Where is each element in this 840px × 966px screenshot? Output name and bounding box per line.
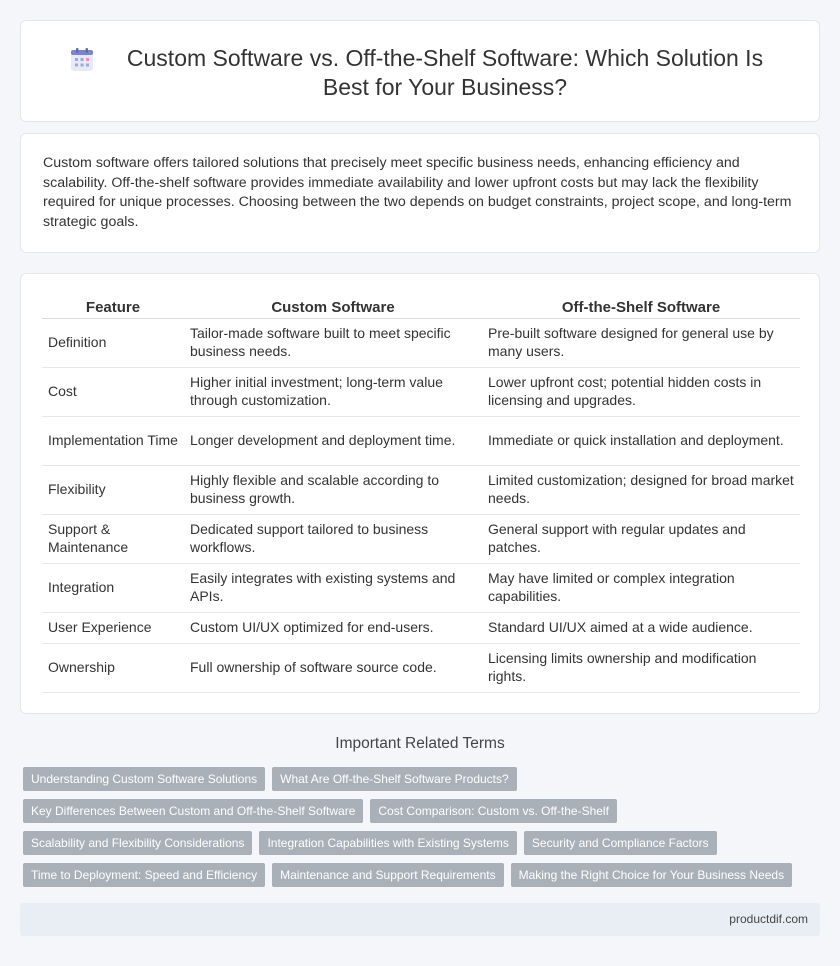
feature-cell: Flexibility xyxy=(42,465,184,514)
table-header-row xyxy=(42,296,800,318)
related-term-tag[interactable]: Maintenance and Support Requirements xyxy=(272,863,503,887)
custom-cell: Highly flexible and scalable according to business growth. xyxy=(184,465,482,514)
header-card xyxy=(20,20,820,122)
offshelf-cell: General support with regular updates and patches. xyxy=(482,514,800,563)
related-term-tag[interactable]: Making the Right Choice for Your Business Needs xyxy=(511,863,792,887)
tag-row xyxy=(23,863,823,887)
table-row xyxy=(42,318,800,367)
custom-cell: Dedicated support tailored to business workflows. xyxy=(184,514,482,563)
table-row xyxy=(42,612,800,643)
custom-cell: Easily integrates with existing systems and APIs. xyxy=(184,563,482,612)
table-row xyxy=(42,465,800,514)
related-term-tag[interactable]: Scalability and Flexibility Considerations xyxy=(23,831,252,855)
related-term-tag[interactable]: What Are Off-the-Shelf Software Products? xyxy=(272,767,517,791)
feature-cell: User Experience xyxy=(42,612,184,643)
related-term-tag[interactable]: Key Differences Between Custom and Off-the-Shelf Software xyxy=(23,799,363,823)
related-term-tag[interactable]: Time to Deployment: Speed and Efficiency xyxy=(23,863,265,887)
tag-row xyxy=(23,799,823,823)
table-row xyxy=(42,643,800,692)
summary-card xyxy=(20,133,820,253)
comparison-table-card xyxy=(20,273,820,714)
footer xyxy=(20,903,820,936)
related-term-tag[interactable]: Cost Comparison: Custom vs. Off-the-Shelf xyxy=(370,799,617,823)
feature-cell: Definition xyxy=(42,318,184,367)
custom-cell: Tailor-made software built to meet specific business needs. xyxy=(184,318,482,367)
header-offshelf: Off-the-Shelf Software xyxy=(482,296,800,318)
related-terms-tags xyxy=(23,767,823,895)
summary-text: Custom software offers tailored solutions that precisely meet specific business needs, enhancing efficiency and scalability. Off-the-shelf software provides immediate availability and lower upfront costs but may lack the flexibility required for unique processes. Choosing between the two depends on budget constraints, project scope, and long-term strategic goals. xyxy=(43,155,792,230)
feature-cell: Support & Maintenance xyxy=(42,514,184,563)
feature-cell: Implementation Time xyxy=(42,416,184,465)
related-term-tag[interactable]: Understanding Custom Software Solutions xyxy=(23,767,265,791)
table-row xyxy=(42,367,800,416)
offshelf-cell: Limited customization; designed for broad market needs. xyxy=(482,465,800,514)
offshelf-cell: May have limited or complex integration capabilities. xyxy=(482,563,800,612)
table-row xyxy=(42,416,800,465)
feature-cell: Cost xyxy=(42,367,184,416)
feature-cell: Ownership xyxy=(42,643,184,692)
custom-cell: Longer development and deployment time. xyxy=(184,416,482,465)
comparison-table xyxy=(42,296,800,693)
offshelf-cell: Pre-built software designed for general use by many users. xyxy=(482,318,800,367)
table-row xyxy=(42,563,800,612)
header-custom: Custom Software xyxy=(184,296,482,318)
page-title: Custom Software vs. Off-the-Shelf Software: Which Solution Is Best for Your Business? xyxy=(126,45,764,100)
tag-row xyxy=(23,831,823,855)
related-term-tag[interactable]: Security and Compliance Factors xyxy=(524,831,717,855)
header-feature: Feature xyxy=(42,296,184,318)
related-terms-title: Important Related Terms xyxy=(335,735,505,752)
tag-row xyxy=(23,767,823,791)
custom-cell: Custom UI/UX optimized for end-users. xyxy=(184,612,482,643)
offshelf-cell: Standard UI/UX aimed at a wide audience. xyxy=(482,612,800,643)
custom-cell: Full ownership of software source code. xyxy=(184,643,482,692)
custom-cell: Higher initial investment; long-term value through customization. xyxy=(184,367,482,416)
offshelf-cell: Immediate or quick installation and deployment. xyxy=(482,416,800,465)
feature-cell: Integration xyxy=(42,563,184,612)
table-row xyxy=(42,514,800,563)
offshelf-cell: Lower upfront cost; potential hidden costs in licensing and upgrades. xyxy=(482,367,800,416)
related-term-tag[interactable]: Integration Capabilities with Existing Systems xyxy=(259,831,516,855)
offshelf-cell: Licensing limits ownership and modification rights. xyxy=(482,643,800,692)
footer-site-link[interactable]: productdif.com xyxy=(729,912,808,926)
